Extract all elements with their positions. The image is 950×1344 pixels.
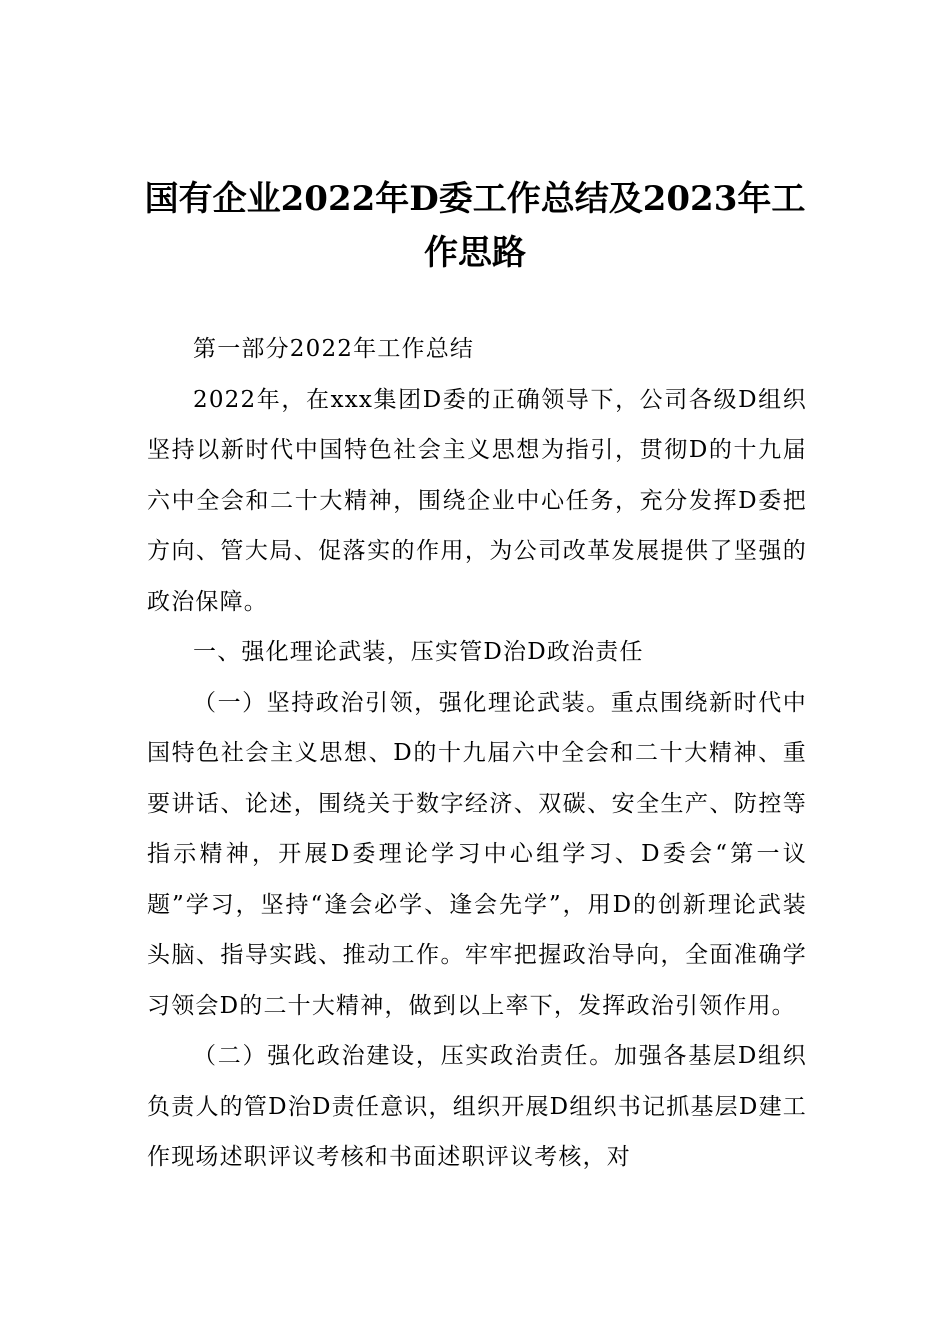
document-title: 国有企业2022年D委工作总结及2023年工作思路 [144,179,806,273]
body-paragraph: （二）强化政治建设，压实政治责任。加强各基层D组织负责人的管D治D责任意识，组织开展D组织书记抓基层D建工作现场述职评议考核和书面述职评议考核，对 [147,1043,807,1170]
section-heading: 第一部分2022年工作总结 [193,336,475,362]
subsection-heading: 一、强化理论武装，压实管D治D政治责任 [193,639,644,665]
body-paragraph: （一）坚持政治引领，强化理论武装。重点围绕新时代中国特色社会主义思想、D的十九届六中全会和二十大精神、重要讲话、论述，围绕关于数字经济、双碳、安全生产、防控等指示精神，开展D委理论学习中心组学习、D委会“第一议题”学习，坚持“逢会必学、逢会先学”，用D的创新理论武装头脑、指导实践、推动工作。牢牢把握政治导向，全面准确学习领会D的二十大精神，做到以上率下，发挥政治引领作用。 [147,689,807,1019]
body-paragraph: 2022年，在xxx集团D委的正确领导下，公司各级D组织坚持以新时代中国特色社会主义思想为指引，贯彻D的十九届六中全会和二十大精神，围绕企业中心任务，充分发挥D委把方向、管大局、促落实的作用，为公司改革发展提供了坚强的政治保障。 [147,386,807,615]
document-body [147,324,807,1183]
